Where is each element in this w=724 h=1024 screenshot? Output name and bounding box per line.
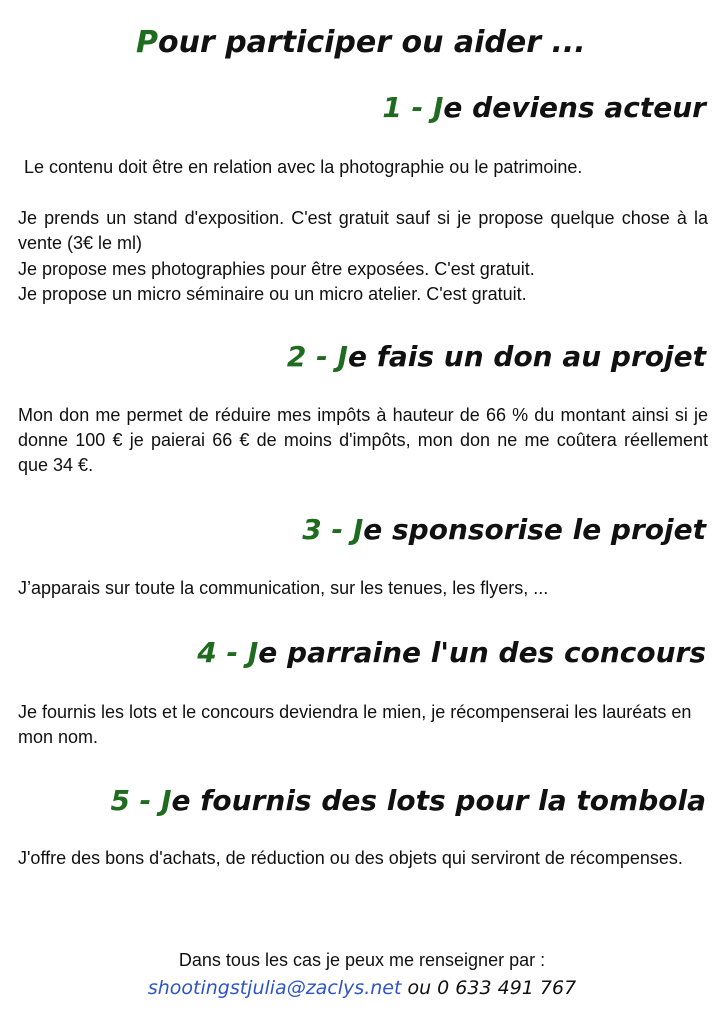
section-1-cap: J [433, 91, 444, 124]
contact-line [0, 975, 724, 1001]
section-1-paragraph-3: Je propose mes photographies pour être exposées. C'est gratuit. [18, 259, 535, 279]
section-2-title: e fais un don au projet [347, 340, 706, 373]
section-3-heading [302, 513, 706, 547]
section-3-paragraph-1: J’apparais sur toute la communication, sur les tenues, les flyers, ... [18, 578, 549, 598]
section-3-cap: J [352, 513, 364, 546]
section-5-paragraph-1: J'offre des bons d'achats, de réduction ou des objets qui serviront de récompenses. [18, 848, 683, 868]
section-1-heading [382, 91, 706, 125]
section-2-paragraph-1: Mon don me permet de réduire mes impôts à hauteur de 66 % du montant ainsi si je donne 100 € je paierai 66 € de moins d'impôts, mon don ne me coûtera réellement que 34 €. [18, 405, 708, 475]
section-1-paragraph-1: Le contenu doit être en relation avec la photographie ou le patrimoine. [24, 157, 583, 177]
contact-intro: Dans tous les cas je peux me renseigner par : [178, 950, 546, 970]
section-2-number: 2 - [286, 340, 338, 373]
section-4-cap: J [247, 636, 259, 669]
section-4-heading [197, 636, 706, 670]
phone-prefix: ou [401, 977, 438, 999]
section-4-title: e parraine l'un des concours [258, 636, 706, 669]
section-5-number: 5 - [110, 784, 162, 817]
page-title [136, 26, 586, 60]
section-5-cap: J [161, 784, 172, 817]
phone-number: 0 633 491 767 [437, 977, 577, 999]
section-3-title: e sponsorise le projet [363, 513, 706, 546]
section-1-paragraph-4: Je propose un micro séminaire ou un micro atelier. C'est gratuit. [18, 284, 527, 304]
section-5-title: e fournis des lots pour la tombola [171, 784, 706, 817]
title-rest: our participer ou aider ... [158, 25, 586, 60]
email-link[interactable]: shootingstjulia@zaclys.net [147, 977, 402, 999]
section-1-paragraph-2: Je prends un stand d'exposition. C'est gratuit sauf si je propose quelque chose à la vente (3€ le ml) [18, 208, 708, 253]
section-4-paragraph-1: Je fournis les lots et le concours deviendra le mien, je récompenserai les lauréats en mon nom. [18, 702, 692, 747]
section-1-title: e deviens acteur [443, 91, 706, 124]
section-2-heading [287, 340, 706, 374]
section-2-cap: J [337, 340, 348, 373]
section-5-heading [110, 784, 706, 818]
section-4-number: 4 - [197, 636, 248, 669]
title-first-letter: P [136, 25, 158, 60]
section-1-number: 1 - [382, 91, 433, 124]
section-3-number: 3 - [302, 513, 353, 546]
